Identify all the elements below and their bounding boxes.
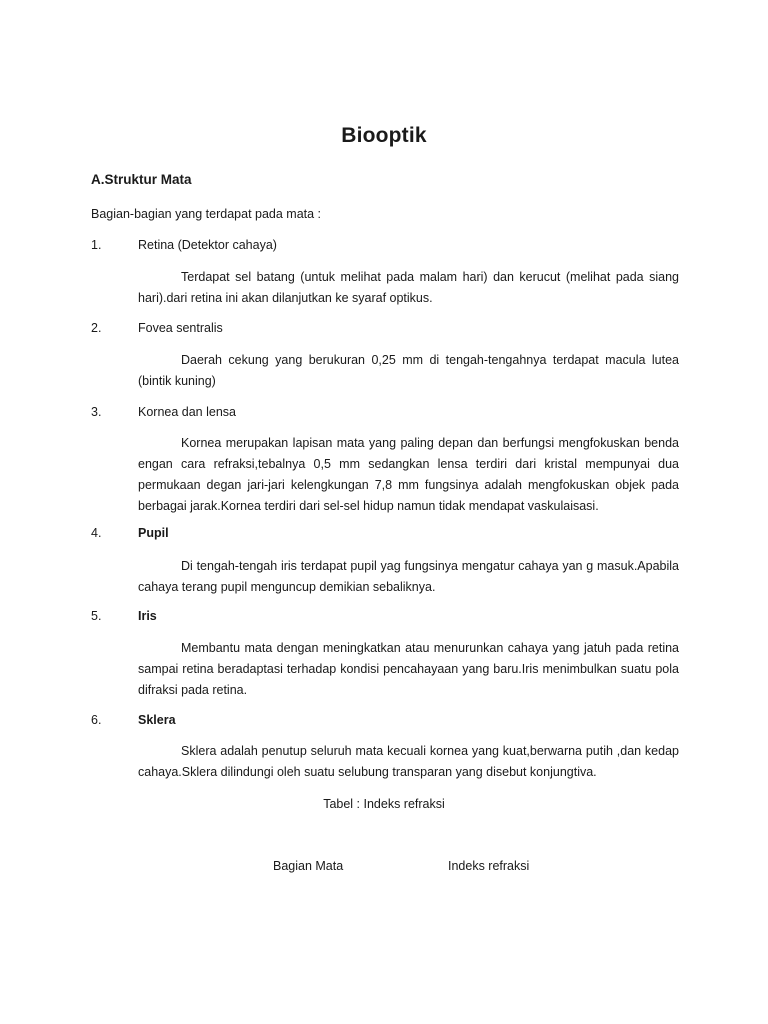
item-title-iris: Iris bbox=[138, 609, 157, 623]
table-header-bagian-mata: Bagian Mata bbox=[273, 859, 344, 873]
item-title-kornea: Kornea dan lensa bbox=[138, 405, 236, 419]
item-number-2: 2. bbox=[91, 321, 102, 335]
item-title-sklera: Sklera bbox=[138, 713, 176, 727]
item-paragraph-iris: Membantu mata dengan meningkatkan atau menurunkan cahaya yang jatuh pada retina sampai retina beradaptasi terhadap kondisi pencahayaan yang baru.Iris menimbulkan suatu pola difraksi pada retina. bbox=[138, 641, 679, 697]
item-number-1: 1. bbox=[91, 238, 102, 252]
item-paragraph-sklera: Sklera adalah penutup seluruh mata kecuali kornea yang kuat,berwarna putih ,dan kedap cahaya.Sklera dilindungi oleh suatu selubung transparan yang disebut konjungtiva. bbox=[138, 744, 679, 779]
intro-text: Bagian-bagian yang terdapat pada mata : bbox=[91, 207, 322, 221]
item-number-6: 6. bbox=[91, 713, 102, 727]
item-number-3: 3. bbox=[91, 405, 102, 419]
item-paragraph-kornea: Kornea merupakan lapisan mata yang paling depan dan berfungsi mengfokuskan benda engan cara refraksi,tebalnya 0,5 mm sedangkan lensa terdiri dari kristal mempunyai dua permukaan degan jari-jari kelengkungan 7,8 mm fungsinya adalah mengfokuskan objek pada berbagai jarak.Kornea terdiri dari sel-sel hidup namun tidak mendapat vaskulaisasi. bbox=[138, 436, 679, 513]
section-heading: A.Struktur Mata bbox=[91, 172, 192, 187]
item-title-fovea: Fovea sentralis bbox=[138, 321, 223, 335]
item-title-retina: Retina (Detektor cahaya) bbox=[138, 238, 277, 252]
table-header-indeks-refraksi: Indeks refraksi bbox=[448, 859, 530, 873]
item-paragraph-retina: Terdapat sel batang (untuk melihat pada malam hari) dan kerucut (melihat pada siang hari).dari retina ini akan dilanjutkan ke syaraf optikus. bbox=[138, 270, 679, 305]
table-caption: Tabel : Indeks refraksi bbox=[323, 797, 445, 811]
item-paragraph-pupil: Di tengah-tengah iris terdapat pupil yag fungsinya mengatur cahaya yan g masuk.Apabila cahaya terang pupil menguncup demikian sebaliknya. bbox=[138, 559, 679, 594]
page-title: Biooptik bbox=[341, 124, 427, 147]
item-number-4: 4. bbox=[91, 526, 102, 540]
item-title-pupil: Pupil bbox=[138, 526, 169, 540]
item-paragraph-fovea: Daerah cekung yang berukuran 0,25 mm di tengah-tengahnya terdapat macula lutea (bintik kuning) bbox=[138, 353, 679, 388]
item-number-5: 5. bbox=[91, 609, 102, 623]
